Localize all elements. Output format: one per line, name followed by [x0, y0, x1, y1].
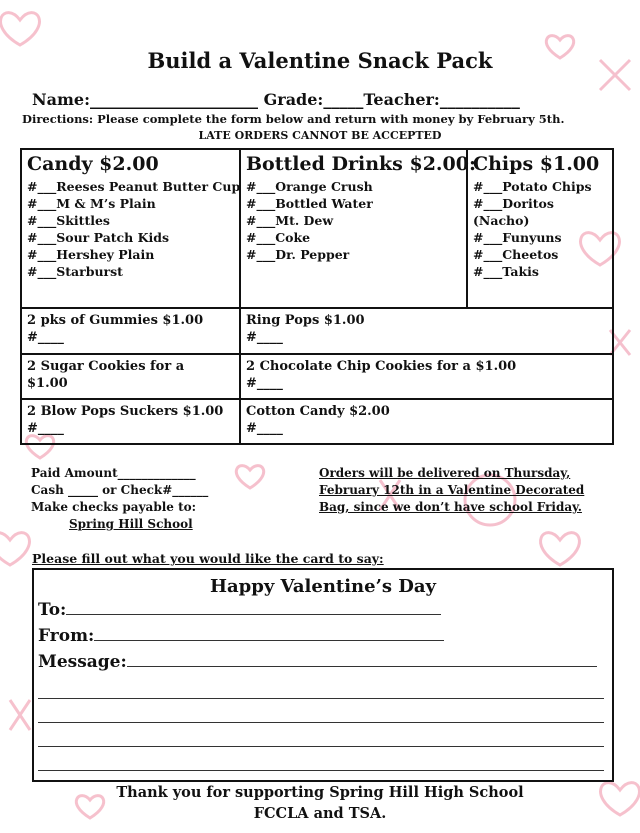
- candy-item[interactable]: #___Sour Patch Kids: [27, 230, 170, 245]
- directions: Directions: Please complete the form below and return with money by February 5th.: [22, 112, 565, 126]
- candy-item[interactable]: #___Reeses Peanut Butter Cup: [27, 179, 241, 194]
- order-table: [20, 148, 614, 445]
- chips-item[interactable]: #___Takis: [473, 264, 539, 279]
- message-line[interactable]: [38, 699, 604, 723]
- ringpops-item[interactable]: Ring Pops $1.00 #____: [241, 309, 612, 355]
- cash-check-field[interactable]: Cash _____ or Check#______: [31, 483, 209, 497]
- blowpops-item[interactable]: 2 Blow Pops Suckers $1.00 #____: [22, 400, 241, 445]
- drinks-heading: Bottled Drinks $2.00:: [246, 153, 476, 175]
- chips-section: [468, 150, 612, 309]
- to-field[interactable]: To:: [34, 597, 612, 623]
- drinks-item[interactable]: #___Bottled Water: [246, 196, 373, 211]
- candy-item[interactable]: #___M & M’s Plain: [27, 196, 156, 211]
- drinks-item[interactable]: #___Dr. Pepper: [246, 247, 350, 262]
- card-message-box[interactable]: [32, 568, 614, 782]
- message-line[interactable]: [38, 675, 604, 699]
- chips-item[interactable]: #___Doritos (Nacho): [473, 196, 554, 228]
- candy-item[interactable]: #___Skittles: [27, 213, 110, 228]
- drinks-section: [241, 150, 476, 309]
- message-line[interactable]: [38, 723, 604, 747]
- card-greeting: Happy Valentine’s Day: [209, 576, 436, 597]
- payment-info: Paid Amount_____________ Cash _____ or Check#______ Make checks payable to: Spring Hill School: [31, 466, 209, 531]
- cotton-candy-item[interactable]: Cotton Candy $2.00 #____: [246, 404, 390, 436]
- paid-amount-field[interactable]: Paid Amount_____________: [31, 466, 196, 480]
- message-field[interactable]: Message:: [34, 649, 612, 675]
- name-grade-teacher-line[interactable]: Name:_____________________ Grade:_____Teacher:__________: [32, 90, 520, 109]
- card-label: Please fill out what you would like the card to say:: [32, 551, 384, 566]
- chocchip-cookies-item[interactable]: 2 Chocolate Chip Cookies for a $1.00 #____: [241, 355, 612, 400]
- gummies-item[interactable]: 2 pks of Gummies $1.00 #____: [22, 309, 241, 355]
- chips-item[interactable]: #___Cheetos: [473, 247, 559, 262]
- from-field[interactable]: From:: [34, 623, 612, 649]
- sugar-cookies-item[interactable]: 2 Sugar Cookies for a $1.00: [22, 355, 241, 400]
- candy-item[interactable]: #___Hershey Plain: [27, 247, 155, 262]
- late-notice: LATE ORDERS CANNOT BE ACCEPTED: [198, 129, 442, 142]
- chips-heading: Chips $1.00: [473, 153, 600, 175]
- delivery-note: Orders will be delivered on Thursday, February 12th in a Valentine Decorated Bag, since we don’t have school Friday.: [319, 466, 585, 514]
- drinks-item[interactable]: #___Orange Crush: [246, 179, 373, 194]
- footer: Thank you for supporting Spring Hill High School FCCLA and TSA.: [116, 784, 524, 822]
- message-line[interactable]: [38, 747, 604, 771]
- drinks-item[interactable]: #___Coke: [246, 230, 311, 245]
- candy-item[interactable]: #___Starburst: [27, 264, 123, 279]
- page-title: Build a Valentine Snack Pack: [147, 48, 493, 73]
- candy-heading: Candy $2.00: [27, 153, 159, 175]
- chips-item[interactable]: #___Potato Chips: [473, 179, 592, 194]
- drinks-item[interactable]: #___Mt. Dew: [246, 213, 334, 228]
- chips-item[interactable]: #___Funyuns: [473, 230, 562, 245]
- candy-section: [22, 150, 241, 309]
- payee: Spring Hill School: [69, 517, 193, 531]
